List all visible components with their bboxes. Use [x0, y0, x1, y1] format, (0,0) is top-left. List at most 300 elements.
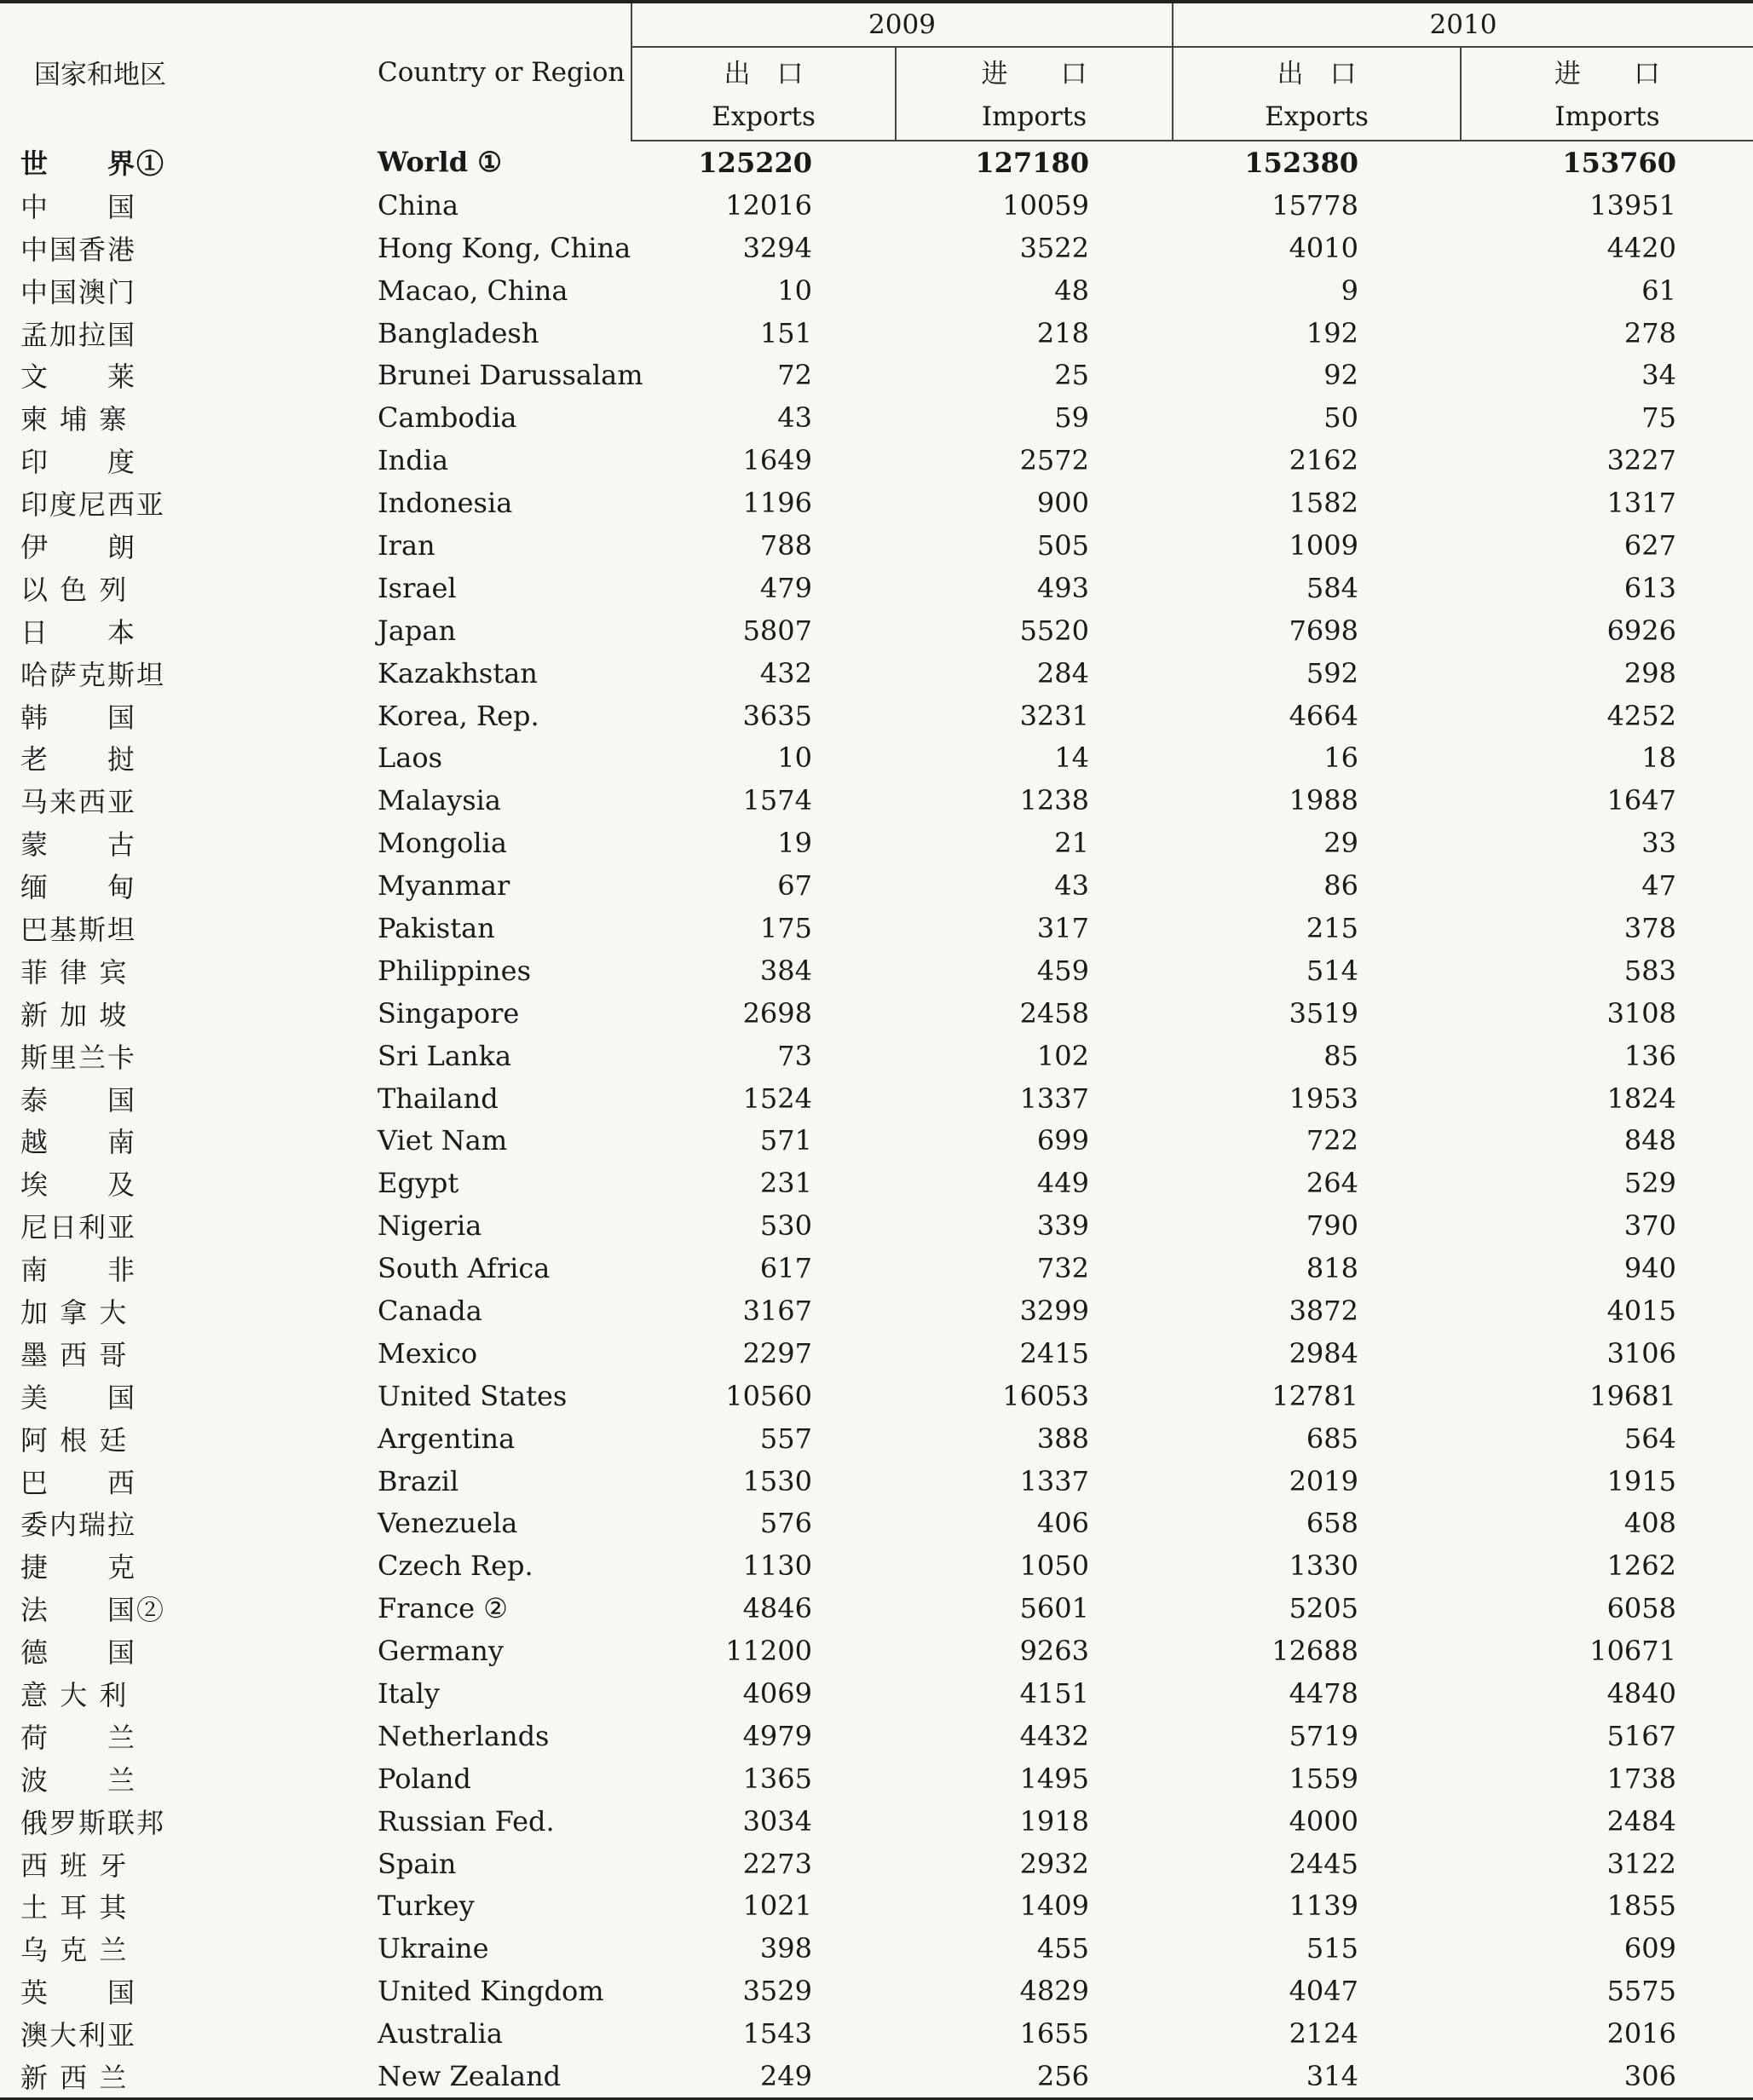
- imports-2010-cell: 613: [1623, 571, 1676, 604]
- country-name-cn: 土 耳 其: [20, 1891, 129, 1924]
- table-row: [0, 1970, 1753, 2012]
- imports-2010-cell: 1824: [1606, 1082, 1676, 1115]
- exports-2010-cell: 5719: [1289, 1719, 1358, 1752]
- country-name-cn: 加 拿 大: [20, 1295, 129, 1329]
- imports-2009-cell: 1409: [1019, 1889, 1089, 1923]
- imports-2009-cell: 3299: [1019, 1294, 1089, 1327]
- country-name-en: United Kingdom: [378, 1975, 604, 2008]
- country-name-cn: 世 界①: [20, 147, 166, 181]
- table-row: [0, 1630, 1753, 1672]
- country-name-en: Czech Rep.: [378, 1549, 533, 1583]
- exports-2010-cell: 1988: [1289, 784, 1358, 817]
- country-name-cn: 乌 克 兰: [20, 1934, 129, 1967]
- imports-2009-cell: 1238: [1019, 784, 1089, 817]
- exports-2009-cell: 432: [759, 656, 812, 689]
- table-row: [0, 184, 1753, 227]
- exports-2009-cell: 73: [777, 1039, 812, 1072]
- imports-2009-cell: 127180: [975, 146, 1089, 179]
- imports-2010-cell: 940: [1623, 1252, 1676, 1285]
- imports-2010-cell: 61: [1641, 274, 1676, 307]
- imports-2010-cell: 627: [1623, 528, 1676, 562]
- country-name-en: Turkey: [378, 1889, 475, 1923]
- imports-2009-cell: 4151: [1019, 1677, 1089, 1710]
- country-name-cn: 伊 朗: [20, 530, 137, 563]
- country-name-cn: 柬 埔 寨: [20, 403, 129, 436]
- imports-2010-cell: 2016: [1606, 2017, 1676, 2051]
- header-imports-cn: 进 口: [1461, 47, 1753, 94]
- imports-2009-cell: 2932: [1019, 1847, 1089, 1880]
- imports-2009-cell: 256: [896, 2055, 1173, 2098]
- table-row: [0, 652, 1753, 695]
- imports-2010-cell: 75: [1641, 401, 1676, 435]
- imports-2010-cell: 378: [1623, 911, 1676, 944]
- country-name-en: Brazil: [378, 1464, 459, 1497]
- exports-2010-cell: 12688: [1272, 1635, 1358, 1668]
- country-name-en: Bangladesh: [378, 316, 539, 349]
- imports-2010-cell: 153760: [1562, 146, 1676, 179]
- imports-2010-cell: 278: [1623, 316, 1676, 349]
- imports-2010-cell: 564: [1623, 1422, 1676, 1455]
- exports-2010-cell: 5205: [1289, 1592, 1358, 1625]
- imports-2010-cell: 5575: [1606, 1975, 1676, 2008]
- country-name-en: China: [378, 188, 459, 222]
- country-name-cn: 美 国: [20, 1381, 137, 1414]
- country-name-en: Viet Nam: [378, 1124, 508, 1157]
- table-row: [0, 1204, 1753, 1247]
- exports-2009-cell: 43: [777, 401, 812, 435]
- table-row: [0, 1715, 1753, 1757]
- exports-2009-cell: 4846: [742, 1592, 812, 1625]
- country-name-cn: 哈萨克斯坦: [20, 658, 166, 691]
- exports-2009-cell: 125220: [698, 146, 812, 179]
- country-name-en: Philippines: [378, 954, 532, 987]
- table-row: [0, 1119, 1753, 1162]
- imports-2009-cell: 317: [1036, 911, 1089, 944]
- exports-2009-cell: 3167: [742, 1294, 812, 1327]
- exports-2010-cell: 192: [1306, 316, 1358, 349]
- table-row: [0, 354, 1753, 396]
- country-name-en: Argentina: [378, 1422, 516, 1455]
- country-name-en: Macao, China: [378, 274, 568, 307]
- imports-2010-cell: 4840: [1606, 1677, 1676, 1710]
- imports-2010-cell: 2484: [1606, 1804, 1676, 1838]
- imports-2009-cell: 59: [1054, 401, 1089, 435]
- exports-2010-cell: 15778: [1272, 188, 1358, 222]
- exports-2009-cell: 10560: [725, 1379, 812, 1412]
- country-name-en: Venezuela: [378, 1507, 518, 1540]
- imports-2010-cell: 3106: [1606, 1336, 1676, 1370]
- exports-2009-cell: 3529: [742, 1975, 812, 2008]
- imports-2009-cell: 9263: [1019, 1635, 1089, 1668]
- imports-2010-cell: 583: [1623, 954, 1676, 987]
- country-name-cn: 缅 甸: [20, 871, 137, 904]
- exports-2010-cell: 658: [1306, 1507, 1358, 1540]
- imports-2010-cell: 1262: [1606, 1549, 1676, 1583]
- imports-2009-cell: 1337: [1019, 1082, 1089, 1115]
- table-row: [0, 1417, 1753, 1460]
- imports-2010-cell: 1317: [1606, 487, 1676, 520]
- exports-2009-cell: 4979: [742, 1719, 812, 1752]
- exports-2009-cell: 1649: [742, 444, 812, 477]
- imports-2009-cell: 2458: [1019, 996, 1089, 1030]
- header-country-en: Country or Region: [326, 2, 631, 141]
- country-name-cn: 文 莱: [20, 361, 137, 394]
- table-row: [0, 864, 1753, 907]
- exports-2010-cell: 16: [1323, 741, 1358, 775]
- exports-2010-cell: 314: [1173, 2055, 1461, 2098]
- imports-2009-cell: 14: [1054, 741, 1089, 775]
- country-name-en: Mexico: [378, 1336, 478, 1370]
- table-row: [0, 1843, 1753, 1885]
- imports-2009-cell: 406: [1036, 1507, 1089, 1540]
- country-name-en: Singapore: [378, 996, 520, 1030]
- exports-2009-cell: 249: [631, 2055, 896, 2098]
- imports-2009-cell: 4829: [1019, 1975, 1089, 2008]
- exports-2009-cell: 4069: [742, 1677, 812, 1710]
- table-row: [0, 992, 1753, 1035]
- header-exports-en: Exports: [631, 94, 896, 141]
- imports-2009-cell: 900: [1036, 487, 1089, 520]
- table-row: [0, 1035, 1753, 1077]
- exports-2010-cell: 4664: [1289, 699, 1358, 732]
- header-imports-en: Imports: [896, 94, 1173, 141]
- table-row: [0, 2055, 1753, 2098]
- country-name-cn: 德 国: [20, 1636, 137, 1670]
- table-row: [0, 482, 1753, 524]
- imports-2010-cell: 19681: [1589, 1379, 1676, 1412]
- table-row: [0, 1460, 1753, 1503]
- imports-2010-cell: 4015: [1606, 1294, 1676, 1327]
- exports-2010-cell: 215: [1306, 911, 1358, 944]
- country-name-en: France ②: [378, 1592, 508, 1625]
- exports-2010-cell: 2162: [1289, 444, 1358, 477]
- exports-2010-cell: 2019: [1289, 1464, 1358, 1497]
- table-row: [0, 1077, 1753, 1120]
- table-row: [0, 312, 1753, 355]
- exports-2010-cell: 4010: [1289, 231, 1358, 264]
- imports-2010-cell: 3108: [1606, 996, 1676, 1030]
- exports-2009-cell: 1365: [742, 1762, 812, 1795]
- imports-2010-cell: 408: [1623, 1507, 1676, 1540]
- country-name-cn: 菲 律 宾: [20, 955, 129, 989]
- country-name-en: Egypt: [378, 1167, 459, 1200]
- imports-2010-cell: 1915: [1606, 1464, 1676, 1497]
- exports-2009-cell: 3294: [742, 231, 812, 264]
- imports-2009-cell: 1655: [1019, 2017, 1089, 2051]
- country-name-en: Israel: [378, 571, 457, 604]
- country-name-en: Iran: [378, 528, 435, 562]
- imports-2009-cell: 732: [1036, 1252, 1089, 1285]
- imports-2010-cell: 848: [1623, 1124, 1676, 1157]
- exports-2010-cell: 29: [1323, 827, 1358, 860]
- table-row: [0, 779, 1753, 822]
- country-name-en: Korea, Rep.: [378, 699, 539, 732]
- country-name-en: Thailand: [378, 1082, 499, 1115]
- table-row: [0, 1927, 1753, 1970]
- exports-2009-cell: 1130: [742, 1549, 812, 1583]
- exports-2009-cell: 2273: [742, 1847, 812, 1880]
- imports-2009-cell: 102: [1036, 1039, 1089, 1072]
- imports-2010-cell: 4252: [1606, 699, 1676, 732]
- exports-2010-cell: 4000: [1289, 1804, 1358, 1838]
- country-name-en: Myanmar: [378, 869, 510, 903]
- imports-2009-cell: 10059: [1002, 188, 1089, 222]
- country-name-en: Kazakhstan: [378, 656, 538, 689]
- table-row: [0, 1757, 1753, 1800]
- country-name-cn: 中 国: [20, 190, 137, 223]
- imports-2010-cell: 33: [1641, 827, 1676, 860]
- imports-2009-cell: 25: [1054, 359, 1089, 392]
- country-name-en: Germany: [378, 1635, 504, 1668]
- exports-2009-cell: 175: [759, 911, 812, 944]
- table-header: [0, 2, 1753, 141]
- exports-2010-cell: 3872: [1289, 1294, 1358, 1327]
- header-exports-cn: 出 口: [631, 47, 896, 94]
- exports-2010-cell: 9: [1341, 274, 1358, 307]
- country-name-en: Netherlands: [378, 1719, 550, 1752]
- exports-2009-cell: 10: [777, 274, 812, 307]
- country-name-cn: 中国香港: [20, 233, 137, 266]
- header-country-cn: 国家和地区: [0, 2, 326, 141]
- imports-2010-cell: 3122: [1606, 1847, 1676, 1880]
- country-name-cn: 法 国②: [20, 1594, 166, 1627]
- imports-2010-cell: 18: [1641, 741, 1676, 775]
- table-row: [0, 141, 1753, 184]
- exports-2009-cell: 1543: [742, 2017, 812, 2051]
- imports-2010-cell: 529: [1623, 1167, 1676, 1200]
- table-row: [0, 736, 1753, 779]
- exports-2009-cell: 617: [759, 1252, 812, 1285]
- country-name-en: Russian Fed.: [378, 1804, 555, 1838]
- country-name-cn: 俄罗斯联邦: [20, 1806, 166, 1839]
- exports-2009-cell: 67: [777, 869, 812, 903]
- country-name-cn: 孟加拉国: [20, 318, 137, 351]
- country-name-en: Italy: [378, 1677, 440, 1710]
- table-row: [0, 1375, 1753, 1417]
- exports-2009-cell: 479: [759, 571, 812, 604]
- exports-2010-cell: 592: [1306, 656, 1358, 689]
- table-row: [0, 269, 1753, 312]
- country-name-en: Cambodia: [378, 401, 517, 435]
- country-name-en: Ukraine: [378, 1932, 489, 1965]
- header-exports-en: Exports: [1173, 94, 1461, 141]
- imports-2010-cell: 1855: [1606, 1889, 1676, 1923]
- country-name-en: Malaysia: [378, 784, 501, 817]
- country-name-cn: 南 非: [20, 1254, 137, 1287]
- imports-2009-cell: 1495: [1019, 1762, 1089, 1795]
- imports-2009-cell: 21: [1054, 827, 1089, 860]
- country-name-en: Indonesia: [378, 487, 513, 520]
- exports-2009-cell: 788: [759, 528, 812, 562]
- exports-2010-cell: 722: [1306, 1124, 1358, 1157]
- country-name-cn: 越 南: [20, 1126, 137, 1159]
- imports-2009-cell: 505: [1036, 528, 1089, 562]
- exports-2009-cell: 3635: [742, 699, 812, 732]
- country-name-en: Hong Kong, China: [378, 231, 631, 264]
- country-name-cn: 波 兰: [20, 1763, 137, 1797]
- table-row: [0, 396, 1753, 439]
- country-name-en: Laos: [378, 741, 443, 775]
- imports-2009-cell: 4432: [1019, 1719, 1089, 1752]
- exports-2009-cell: 557: [759, 1422, 812, 1455]
- country-name-cn: 尼日利亚: [20, 1211, 137, 1244]
- exports-2010-cell: 92: [1323, 359, 1358, 392]
- country-name-cn: 阿 根 廷: [20, 1423, 129, 1457]
- table-row: [0, 1672, 1753, 1715]
- country-name-cn: 墨 西 哥: [20, 1338, 129, 1371]
- country-name-en: India: [378, 444, 449, 477]
- country-name-cn: 意 大 利: [20, 1679, 129, 1711]
- exports-2009-cell: 398: [759, 1932, 812, 1965]
- imports-2010-cell: 6058: [1606, 1592, 1676, 1625]
- exports-2010-cell: 2445: [1289, 1847, 1358, 1880]
- table-row: [0, 567, 1753, 609]
- exports-2010-cell: 514: [1306, 954, 1358, 987]
- table-row: [0, 2012, 1753, 2055]
- imports-2009-cell: 48: [1054, 274, 1089, 307]
- exports-2010-cell: 1009: [1289, 528, 1358, 562]
- country-name-cn: 斯里兰卡: [20, 1041, 137, 1074]
- exports-2010-cell: 50: [1323, 401, 1358, 435]
- exports-2010-cell: 584: [1306, 571, 1358, 604]
- table-row: [0, 1247, 1753, 1289]
- country-name-cn: 捷 克: [20, 1551, 137, 1584]
- imports-2010-cell: 13951: [1589, 188, 1676, 222]
- exports-2009-cell: 1196: [742, 487, 812, 520]
- country-name-en: Spain: [378, 1847, 457, 1880]
- imports-2009-cell: 1918: [1019, 1804, 1089, 1838]
- exports-2009-cell: 571: [759, 1124, 812, 1157]
- country-name-cn: 埃 及: [20, 1168, 137, 1202]
- country-name-en: Poland: [378, 1762, 471, 1795]
- country-name-en: Australia: [378, 2017, 503, 2051]
- exports-2009-cell: 10: [777, 741, 812, 775]
- exports-2010-cell: 85: [1323, 1039, 1358, 1072]
- imports-2009-cell: 43: [1054, 869, 1089, 903]
- exports-2009-cell: 1574: [742, 784, 812, 817]
- exports-2009-cell: 151: [759, 316, 812, 349]
- country-name-cn: 新 西 兰: [0, 2055, 326, 2098]
- imports-2009-cell: 2572: [1019, 444, 1089, 477]
- imports-2010-cell: 34: [1641, 359, 1676, 392]
- country-name-cn: 马来西亚: [20, 786, 137, 819]
- country-name-cn: 中国澳门: [20, 275, 137, 309]
- imports-2010-cell: 370: [1623, 1209, 1676, 1243]
- country-name-en: Sri Lanka: [378, 1039, 512, 1072]
- header-imports-en: Imports: [1461, 94, 1753, 141]
- table-row: [0, 1800, 1753, 1843]
- exports-2009-cell: 576: [759, 1507, 812, 1540]
- table-row: [0, 1332, 1753, 1375]
- exports-2010-cell: 2124: [1289, 2017, 1358, 2051]
- country-name-cn: 以 色 列: [20, 573, 129, 606]
- country-name-en: World ①: [378, 146, 502, 179]
- table-row: [0, 1587, 1753, 1630]
- exports-2010-cell: 1330: [1289, 1549, 1358, 1583]
- exports-2009-cell: 2698: [742, 996, 812, 1030]
- exports-2010-cell: 152380: [1244, 146, 1358, 179]
- country-name-cn: 西 班 牙: [20, 1849, 129, 1882]
- header-year-2010: 2010: [1173, 2, 1753, 47]
- imports-2009-cell: 16053: [1002, 1379, 1089, 1412]
- country-name-en: Nigeria: [378, 1209, 482, 1243]
- country-name-cn: 新 加 坡: [20, 998, 129, 1031]
- exports-2010-cell: 2984: [1289, 1336, 1358, 1370]
- exports-2009-cell: 1524: [742, 1082, 812, 1115]
- exports-2010-cell: 515: [1306, 1932, 1358, 1965]
- exports-2010-cell: 7698: [1289, 614, 1358, 647]
- country-name-cn: 巴 西: [20, 1466, 137, 1499]
- country-name-cn: 委内瑞拉: [20, 1509, 137, 1542]
- country-name-cn: 泰 国: [20, 1083, 137, 1116]
- imports-2009-cell: 455: [1036, 1932, 1089, 1965]
- country-name-cn: 日 本: [20, 615, 137, 649]
- exports-2010-cell: 1582: [1289, 487, 1358, 520]
- header-imports-cn: 进 口: [896, 47, 1173, 94]
- imports-2010-cell: 5167: [1606, 1719, 1676, 1752]
- exports-2009-cell: 1021: [742, 1889, 812, 1923]
- table-row: [0, 1503, 1753, 1545]
- exports-2009-cell: 5807: [742, 614, 812, 647]
- exports-2010-cell: 790: [1306, 1209, 1358, 1243]
- imports-2009-cell: 218: [1036, 316, 1089, 349]
- exports-2010-cell: 3519: [1289, 996, 1358, 1030]
- imports-2009-cell: 1337: [1019, 1464, 1089, 1497]
- table-row: [0, 1885, 1753, 1928]
- country-name-en: Mongolia: [378, 827, 507, 860]
- table-row: [0, 695, 1753, 737]
- table-row: [0, 609, 1753, 652]
- exports-2010-cell: 1559: [1289, 1762, 1358, 1795]
- exports-2010-cell: 4478: [1289, 1677, 1358, 1710]
- imports-2009-cell: 699: [1036, 1124, 1089, 1157]
- imports-2009-cell: 459: [1036, 954, 1089, 987]
- table-row: [0, 907, 1753, 949]
- imports-2009-cell: 493: [1036, 571, 1089, 604]
- country-name-en: Pakistan: [378, 911, 495, 944]
- country-name-cn: 巴基斯坦: [20, 913, 137, 946]
- country-name-cn: 老 挝: [20, 743, 137, 776]
- country-name-cn: 荷 兰: [20, 1721, 137, 1754]
- exports-2009-cell: 530: [759, 1209, 812, 1243]
- table-body: [0, 141, 1753, 2098]
- exports-2010-cell: 264: [1306, 1167, 1358, 1200]
- exports-2010-cell: 12781: [1272, 1379, 1358, 1412]
- imports-2009-cell: 284: [1036, 656, 1089, 689]
- table-row: [0, 524, 1753, 567]
- country-name-cn: 印度尼西亚: [20, 488, 166, 522]
- imports-2009-cell: 449: [1036, 1167, 1089, 1200]
- imports-2009-cell: 388: [1036, 1422, 1089, 1455]
- country-name-cn: 韩 国: [20, 701, 137, 734]
- header-exports-cn: 出 口: [1173, 47, 1461, 94]
- imports-2010-cell: 1738: [1606, 1762, 1676, 1795]
- imports-2009-cell: 2415: [1019, 1336, 1089, 1370]
- exports-2009-cell: 384: [759, 954, 812, 987]
- imports-2009-cell: 3522: [1019, 231, 1089, 264]
- exports-2010-cell: 86: [1323, 869, 1358, 903]
- imports-2009-cell: 1050: [1019, 1549, 1089, 1583]
- imports-2010-cell: 136: [1623, 1039, 1676, 1072]
- imports-2010-cell: 298: [1623, 656, 1676, 689]
- exports-2009-cell: 11200: [725, 1635, 812, 1668]
- table-row: [0, 1162, 1753, 1204]
- country-name-en: Japan: [378, 614, 457, 647]
- exports-2009-cell: 231: [759, 1167, 812, 1200]
- exports-2009-cell: 1530: [742, 1464, 812, 1497]
- country-name-en: Brunei Darussalam: [378, 359, 643, 392]
- exports-2010-cell: 818: [1306, 1252, 1358, 1285]
